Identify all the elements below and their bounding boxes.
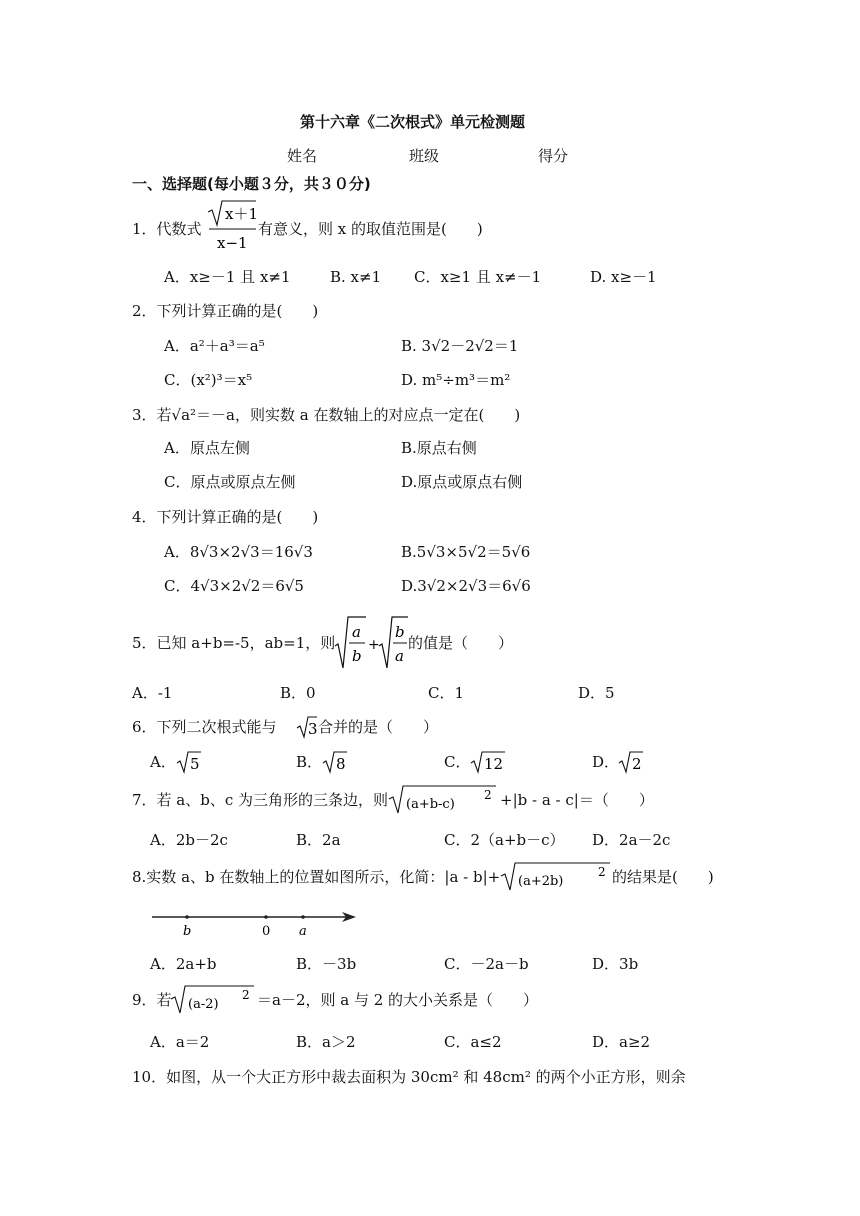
q9-option-b: B．a＞2 <box>296 1033 356 1051</box>
q8-option-a: A．2a+b <box>150 955 217 973</box>
q6-option-c-radicand: 12 <box>484 755 504 773</box>
q8-radical <box>500 860 612 892</box>
q1-option-b: B. x≠1 <box>330 268 382 286</box>
q3-stem: 3．若√a²＝－a，则实数 a 在数轴上的对应点一定在( ) <box>132 406 521 424</box>
class-label: 班级 <box>409 147 440 165</box>
q4-option-c: C．4√3×2√2＝6√5 <box>164 577 304 595</box>
q6-option-d: D． <box>592 753 620 771</box>
q3-option-d: D.原点或原点右侧 <box>401 473 523 491</box>
q9-radicand: (a-2) <box>188 997 219 1012</box>
q7-option-b: B．2a <box>296 831 341 849</box>
q8-stem-a: 8.实数 a、b 在数轴上的位置如图所示，化简：|a - b|+ <box>132 868 501 886</box>
q4-option-a: A．8√3×2√3＝16√3 <box>164 543 313 561</box>
q6-option-c: C． <box>444 753 471 771</box>
q7-stem-b: +|b - a - c|＝（ ） <box>500 791 654 809</box>
q5-frac1-num: a <box>352 623 361 641</box>
q1-option-a: A．x≥－1 且 x≠1 <box>164 268 291 286</box>
q9-radical <box>170 983 256 1015</box>
q7-option-c: C．2（a+b－c） <box>444 831 565 849</box>
q1-stem-post: 有意义，则 x 的取值范围是( ) <box>258 220 483 238</box>
q6-option-b: B． <box>296 753 323 771</box>
point-a <box>301 915 305 919</box>
q4-stem: 4．下列计算正确的是( ) <box>132 508 319 526</box>
score-label: 得分 <box>538 147 569 165</box>
q7-exponent: 2 <box>484 788 492 802</box>
q8-radicand: (a+2b) <box>518 874 564 889</box>
q5-radical-fractions <box>334 614 408 672</box>
q6-option-c-radical <box>470 750 506 774</box>
q6-option-a-radicand: 5 <box>190 755 200 773</box>
section-heading: 一、选择题(每小题３分，共３０分) <box>132 175 371 193</box>
q8-stem-b: 的结果是( ) <box>612 868 714 886</box>
q5-option-a: A．-1 <box>132 684 173 702</box>
q9-option-d: D．a≥2 <box>592 1033 651 1051</box>
q10-stem: 10．如图，从一个大正方形中裁去面积为 30cm² 和 48cm² 的两个小正方形，则余 <box>132 1068 686 1086</box>
q5-stem-b: 的值是（ ） <box>408 634 514 652</box>
q6-stem-b: 合并的是（ ） <box>318 718 439 736</box>
q5-option-b: B．0 <box>280 684 316 702</box>
point-0 <box>264 915 268 919</box>
q5-option-c: C．1 <box>428 684 465 702</box>
q6-option-a-radical <box>176 750 202 774</box>
q6-option-a: A． <box>150 753 176 771</box>
label-b: b <box>183 924 192 939</box>
q6-stem-a: 6．下列二次根式能与 <box>132 718 277 736</box>
q2-option-d: D. m⁵÷m³＝m² <box>401 371 511 389</box>
name-label: 姓名 <box>287 147 318 165</box>
q1-option-c: C．x≥1 且 x≠－1 <box>414 268 542 286</box>
q5-frac2-num: b <box>395 623 405 641</box>
q6-option-b-radical <box>322 750 348 774</box>
q9-option-a: A．a＝2 <box>150 1033 210 1051</box>
q7-option-d: D．2a－2c <box>592 831 671 849</box>
q3-option-b: B.原点右侧 <box>401 439 477 457</box>
q6-option-b-radicand: 8 <box>336 755 346 773</box>
q9-stem-b: ＝a－2，则 a 与 2 的大小关系是（ ） <box>257 991 539 1009</box>
q1-option-d: D. x≥－1 <box>590 268 657 286</box>
q5-plus: + <box>368 637 380 653</box>
q5-frac1-den: b <box>352 647 362 665</box>
q2-option-c: C．(x²)³＝x⁵ <box>164 371 253 389</box>
point-b <box>185 915 189 919</box>
q1-denominator: x−1 <box>217 234 248 252</box>
q9-exponent: 2 <box>242 988 250 1002</box>
q8-option-d: D．3b <box>592 955 639 973</box>
q7-option-a: A．2b－2c <box>150 831 228 849</box>
q5-option-d: D．5 <box>578 684 615 702</box>
q4-option-d: D.3√2×2√3＝6√6 <box>401 577 531 595</box>
q6-stem-radicand: 3 <box>308 720 318 738</box>
q1-fraction-radical <box>206 198 258 254</box>
q9-stem-a: 9．若 <box>132 991 172 1009</box>
q2-stem: 2．下列计算正确的是( ) <box>132 302 319 320</box>
q5-stem-a: 5．已知 a+b=-5，ab=1，则 <box>132 634 336 652</box>
q2-option-b: B. 3√2－2√2＝1 <box>401 337 519 355</box>
q1-numerator: x＋1 <box>225 205 258 223</box>
q1-stem-pre: 1．代数式 <box>132 220 202 238</box>
q8-number-line <box>150 905 360 941</box>
q8-option-c: C．－2a－b <box>444 955 529 973</box>
q8-option-b: B．－3b <box>296 955 357 973</box>
q7-stem-a: 7．若 a、b、c 为三角形的三条边，则 <box>132 791 389 809</box>
q6-option-d-radicand: 2 <box>632 755 642 773</box>
q9-option-c: C．a≤2 <box>444 1033 502 1051</box>
q4-option-b: B.5√3×5√2＝5√6 <box>401 543 531 561</box>
q7-radical <box>388 783 498 815</box>
q5-frac2-den: a <box>395 647 404 665</box>
q3-option-a: A．原点左侧 <box>164 439 250 457</box>
page-title: 第十六章《二次根式》单元检测题 <box>300 113 526 131</box>
q2-option-a: A．a²＋a³＝a⁵ <box>164 337 265 355</box>
label-a: a <box>299 924 307 939</box>
q7-radicand: (a+b-c) <box>406 797 455 812</box>
q6-stem-radical <box>296 715 318 739</box>
q8-exponent: 2 <box>598 865 606 879</box>
q6-option-d-radical <box>618 750 644 774</box>
q3-option-c: C．原点或原点左侧 <box>164 473 296 491</box>
label-0: 0 <box>262 924 271 939</box>
